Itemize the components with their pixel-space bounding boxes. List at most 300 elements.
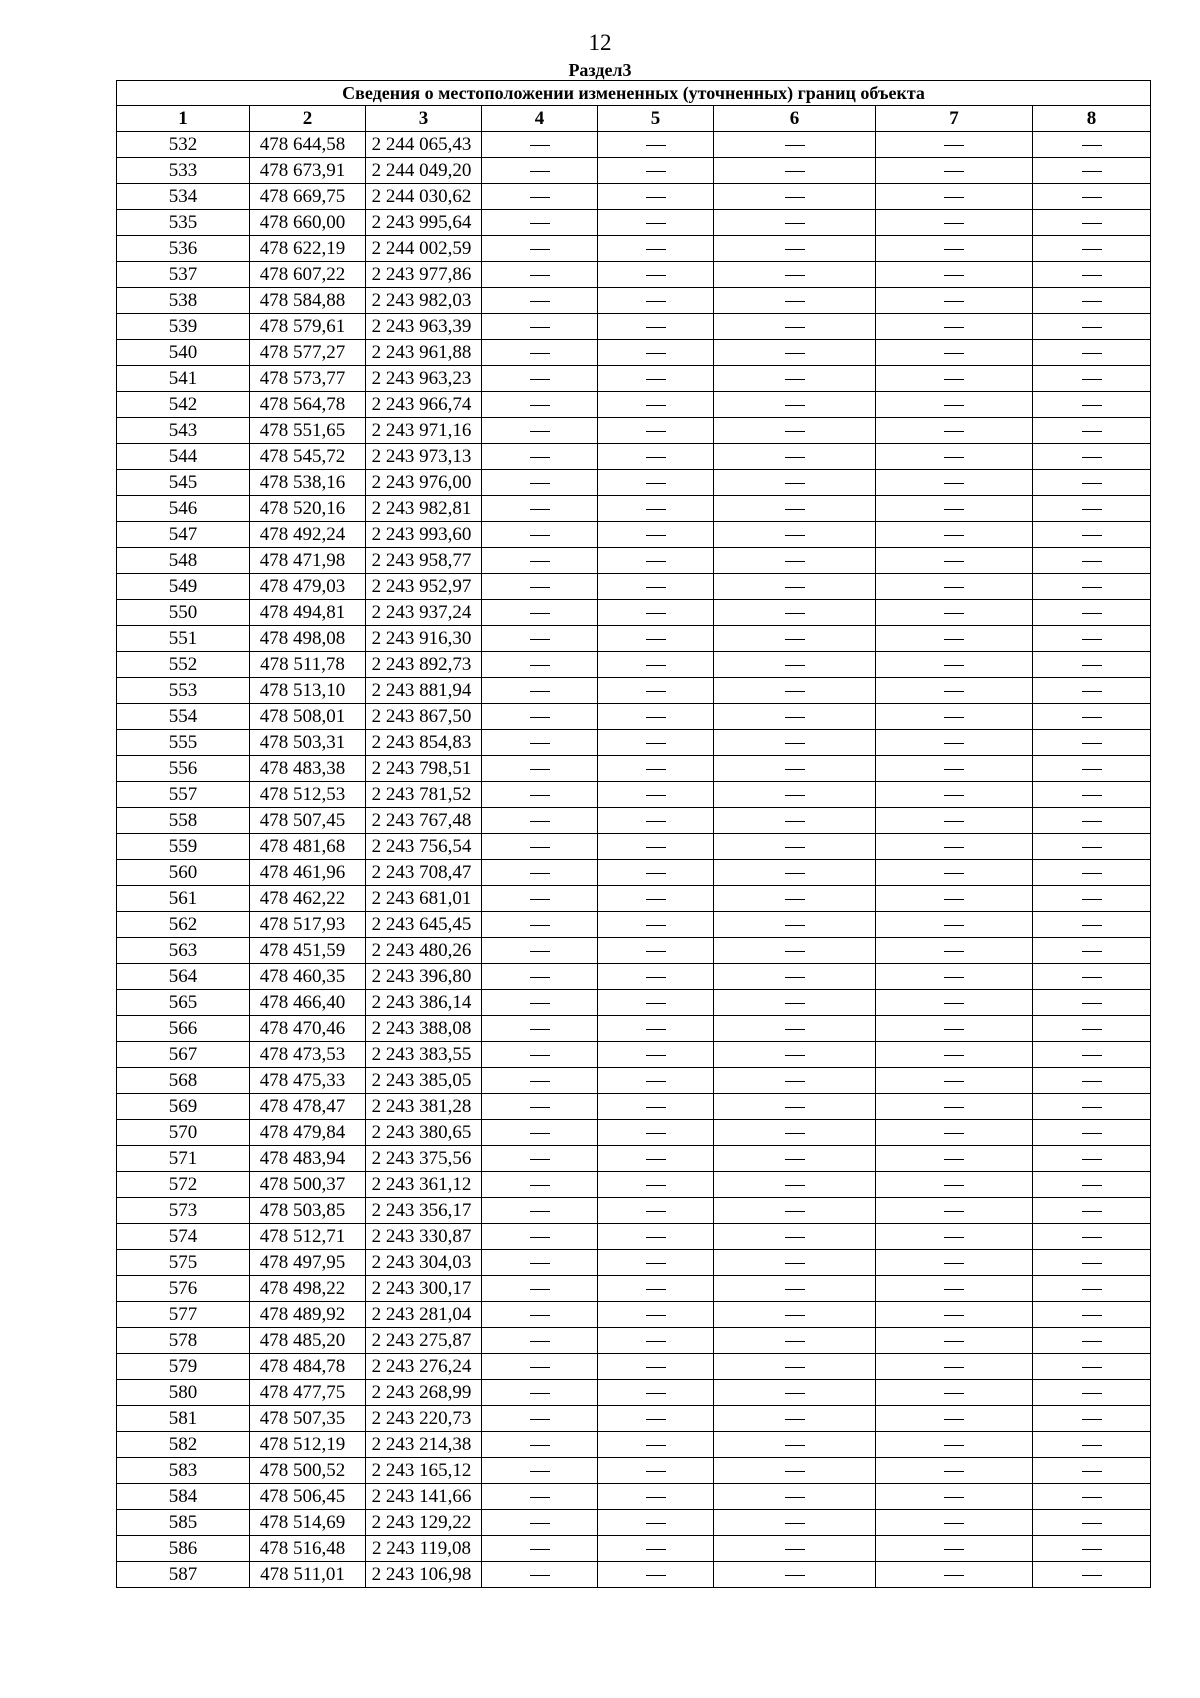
dash-mark	[1082, 665, 1102, 666]
empty-value-cell	[598, 574, 714, 600]
empty-value-cell	[876, 704, 1033, 730]
empty-value-cell	[876, 574, 1033, 600]
dash-mark	[646, 977, 666, 978]
dash-mark	[646, 457, 666, 458]
table-row	[117, 1198, 1151, 1224]
empty-value-cell	[1033, 1562, 1151, 1588]
x-coordinate-cell: 478 497,95	[250, 1250, 366, 1276]
empty-value-cell	[482, 1302, 598, 1328]
empty-value-cell	[714, 1432, 876, 1458]
empty-value-cell	[876, 184, 1033, 210]
dash-mark	[530, 379, 550, 380]
dash-mark	[1082, 873, 1102, 874]
empty-value-cell	[1033, 1536, 1151, 1562]
empty-value-cell	[1033, 600, 1151, 626]
empty-value-cell	[714, 522, 876, 548]
x-coordinate-cell: 478 485,20	[250, 1328, 366, 1354]
point-number-cell: 583	[117, 1458, 250, 1484]
dash-mark	[944, 1185, 964, 1186]
x-coordinate-cell: 478 516,48	[250, 1536, 366, 1562]
empty-value-cell	[598, 496, 714, 522]
point-number-cell: 547	[117, 522, 250, 548]
dash-mark	[530, 691, 550, 692]
dash-mark	[646, 951, 666, 952]
empty-value-cell	[1033, 1250, 1151, 1276]
point-number-cell: 538	[117, 288, 250, 314]
empty-value-cell	[714, 1250, 876, 1276]
x-coordinate-cell: 478 483,94	[250, 1146, 366, 1172]
dash-mark	[530, 925, 550, 926]
point-number-cell: 565	[117, 990, 250, 1016]
dash-mark	[530, 1497, 550, 1498]
empty-value-cell	[876, 886, 1033, 912]
empty-value-cell	[714, 1380, 876, 1406]
dash-mark	[1082, 613, 1102, 614]
empty-value-cell	[876, 1432, 1033, 1458]
empty-value-cell	[714, 548, 876, 574]
dash-mark	[1082, 1185, 1102, 1186]
empty-value-cell	[598, 288, 714, 314]
y-coordinate-cell: 2 243 982,81	[366, 496, 482, 522]
dash-mark	[944, 873, 964, 874]
table-row	[117, 132, 1151, 158]
empty-value-cell	[598, 886, 714, 912]
empty-value-cell	[598, 964, 714, 990]
x-coordinate-cell: 478 622,19	[250, 236, 366, 262]
empty-value-cell	[876, 626, 1033, 652]
dash-mark	[1082, 197, 1102, 198]
y-coordinate-cell: 2 243 119,08	[366, 1536, 482, 1562]
empty-value-cell	[482, 470, 598, 496]
x-coordinate-cell: 478 673,91	[250, 158, 366, 184]
y-coordinate-cell: 2 243 681,01	[366, 886, 482, 912]
empty-value-cell	[876, 678, 1033, 704]
dash-mark	[944, 639, 964, 640]
table-row	[117, 1484, 1151, 1510]
column-number: 3	[366, 106, 482, 132]
x-coordinate-cell: 478 577,27	[250, 340, 366, 366]
dash-mark	[944, 1081, 964, 1082]
dash-mark	[944, 1263, 964, 1264]
empty-value-cell	[1033, 1302, 1151, 1328]
dash-mark	[785, 1211, 805, 1212]
empty-value-cell	[714, 470, 876, 496]
x-coordinate-cell: 478 644,58	[250, 132, 366, 158]
dash-mark	[530, 535, 550, 536]
empty-value-cell	[1033, 1146, 1151, 1172]
table-row	[117, 1328, 1151, 1354]
empty-value-cell	[1033, 626, 1151, 652]
empty-value-cell	[598, 158, 714, 184]
dash-mark	[944, 951, 964, 952]
dash-mark	[1082, 535, 1102, 536]
empty-value-cell	[1033, 1354, 1151, 1380]
empty-value-cell	[598, 1510, 714, 1536]
dash-mark	[1082, 1003, 1102, 1004]
dash-mark	[1082, 743, 1102, 744]
dash-mark	[785, 1003, 805, 1004]
empty-value-cell	[876, 1094, 1033, 1120]
dash-mark	[646, 769, 666, 770]
empty-value-cell	[482, 1432, 598, 1458]
dash-mark	[1082, 405, 1102, 406]
empty-value-cell	[1033, 782, 1151, 808]
empty-value-cell	[876, 496, 1033, 522]
dash-mark	[785, 1159, 805, 1160]
dash-mark	[1082, 1367, 1102, 1368]
dash-mark	[944, 145, 964, 146]
empty-value-cell	[482, 262, 598, 288]
dash-mark	[944, 1159, 964, 1160]
y-coordinate-cell: 2 243 781,52	[366, 782, 482, 808]
empty-value-cell	[598, 444, 714, 470]
table-row	[117, 886, 1151, 912]
empty-value-cell	[482, 1094, 598, 1120]
y-coordinate-cell: 2 243 396,80	[366, 964, 482, 990]
dash-mark	[530, 1471, 550, 1472]
dash-mark	[530, 249, 550, 250]
empty-value-cell	[714, 1094, 876, 1120]
dash-mark	[646, 353, 666, 354]
dash-mark	[785, 1315, 805, 1316]
empty-value-cell	[1033, 210, 1151, 236]
dash-mark	[785, 431, 805, 432]
column-number: 7	[876, 106, 1033, 132]
dash-mark	[530, 1445, 550, 1446]
empty-value-cell	[482, 340, 598, 366]
y-coordinate-cell: 2 243 645,45	[366, 912, 482, 938]
table-row	[117, 340, 1151, 366]
dash-mark	[1082, 1575, 1102, 1576]
empty-value-cell	[1033, 886, 1151, 912]
empty-value-cell	[598, 860, 714, 886]
dash-mark	[944, 587, 964, 588]
empty-value-cell	[1033, 574, 1151, 600]
empty-value-cell	[1033, 1432, 1151, 1458]
dash-mark	[646, 587, 666, 588]
column-number: 5	[598, 106, 714, 132]
dash-mark	[944, 665, 964, 666]
empty-value-cell	[598, 626, 714, 652]
empty-value-cell	[876, 340, 1033, 366]
empty-value-cell	[1033, 1458, 1151, 1484]
x-coordinate-cell: 478 473,53	[250, 1042, 366, 1068]
table-row	[117, 470, 1151, 496]
dash-mark	[646, 275, 666, 276]
dash-mark	[1082, 1497, 1102, 1498]
dash-mark	[785, 275, 805, 276]
empty-value-cell	[714, 574, 876, 600]
dash-mark	[1082, 977, 1102, 978]
column-number-row	[117, 106, 1151, 132]
empty-value-cell	[714, 236, 876, 262]
empty-value-cell	[876, 418, 1033, 444]
dash-mark	[785, 925, 805, 926]
y-coordinate-cell: 2 243 380,65	[366, 1120, 482, 1146]
y-coordinate-cell: 2 243 982,03	[366, 288, 482, 314]
dash-mark	[944, 301, 964, 302]
empty-value-cell	[598, 1432, 714, 1458]
x-coordinate-cell: 478 545,72	[250, 444, 366, 470]
empty-value-cell	[714, 288, 876, 314]
x-coordinate-cell: 478 507,35	[250, 1406, 366, 1432]
dash-mark	[785, 977, 805, 978]
dash-mark	[646, 1575, 666, 1576]
dash-mark	[646, 379, 666, 380]
x-coordinate-cell: 478 512,19	[250, 1432, 366, 1458]
dash-mark	[530, 197, 550, 198]
y-coordinate-cell: 2 243 375,56	[366, 1146, 482, 1172]
dash-mark	[646, 613, 666, 614]
dash-mark	[944, 1237, 964, 1238]
empty-value-cell	[714, 730, 876, 756]
point-number-cell: 581	[117, 1406, 250, 1432]
y-coordinate-cell: 2 243 141,66	[366, 1484, 482, 1510]
empty-value-cell	[598, 470, 714, 496]
empty-value-cell	[598, 314, 714, 340]
empty-value-cell	[598, 522, 714, 548]
dash-mark	[530, 483, 550, 484]
dash-mark	[1082, 1523, 1102, 1524]
table-row	[117, 1562, 1151, 1588]
x-coordinate-cell: 478 669,75	[250, 184, 366, 210]
dash-mark	[646, 145, 666, 146]
empty-value-cell	[482, 522, 598, 548]
table-row	[117, 1276, 1151, 1302]
dash-mark	[530, 899, 550, 900]
dash-mark	[944, 925, 964, 926]
dash-mark	[1082, 223, 1102, 224]
point-number-cell: 573	[117, 1198, 250, 1224]
point-number-cell: 585	[117, 1510, 250, 1536]
empty-value-cell	[482, 938, 598, 964]
dash-mark	[944, 613, 964, 614]
dash-mark	[944, 821, 964, 822]
column-number: 6	[714, 106, 876, 132]
dash-mark	[530, 1159, 550, 1160]
x-coordinate-cell: 478 451,59	[250, 938, 366, 964]
table-row	[117, 262, 1151, 288]
point-number-cell: 537	[117, 262, 250, 288]
empty-value-cell	[482, 652, 598, 678]
dash-mark	[944, 795, 964, 796]
empty-value-cell	[876, 1406, 1033, 1432]
dash-mark	[1082, 431, 1102, 432]
point-number-cell: 568	[117, 1068, 250, 1094]
dash-mark	[1082, 327, 1102, 328]
empty-value-cell	[714, 496, 876, 522]
empty-value-cell	[482, 678, 598, 704]
table-row	[117, 1146, 1151, 1172]
empty-value-cell	[482, 704, 598, 730]
dash-mark	[785, 1185, 805, 1186]
empty-value-cell	[598, 1380, 714, 1406]
x-coordinate-cell: 478 511,01	[250, 1562, 366, 1588]
dash-mark	[530, 1055, 550, 1056]
point-number-cell: 570	[117, 1120, 250, 1146]
table-row	[117, 990, 1151, 1016]
dash-mark	[646, 1523, 666, 1524]
empty-value-cell	[598, 366, 714, 392]
empty-value-cell	[598, 132, 714, 158]
empty-value-cell	[714, 782, 876, 808]
table-caption-row	[117, 81, 1151, 106]
dash-mark	[785, 795, 805, 796]
empty-value-cell	[482, 158, 598, 184]
y-coordinate-cell: 2 243 708,47	[366, 860, 482, 886]
dash-mark	[1082, 457, 1102, 458]
dash-mark	[646, 483, 666, 484]
empty-value-cell	[482, 288, 598, 314]
empty-value-cell	[482, 496, 598, 522]
empty-value-cell	[714, 262, 876, 288]
x-coordinate-cell: 478 498,08	[250, 626, 366, 652]
x-coordinate-cell: 478 551,65	[250, 418, 366, 444]
table-row	[117, 210, 1151, 236]
empty-value-cell	[714, 834, 876, 860]
empty-value-cell	[598, 1562, 714, 1588]
empty-value-cell	[876, 652, 1033, 678]
dash-mark	[944, 743, 964, 744]
empty-value-cell	[1033, 1276, 1151, 1302]
empty-value-cell	[876, 288, 1033, 314]
dash-mark	[530, 873, 550, 874]
empty-value-cell	[482, 600, 598, 626]
dash-mark	[530, 1549, 550, 1550]
dash-mark	[785, 1341, 805, 1342]
x-coordinate-cell: 478 460,35	[250, 964, 366, 990]
point-number-cell: 586	[117, 1536, 250, 1562]
empty-value-cell	[482, 574, 598, 600]
y-coordinate-cell: 2 243 916,30	[366, 626, 482, 652]
point-number-cell: 543	[117, 418, 250, 444]
y-coordinate-cell: 2 243 361,12	[366, 1172, 482, 1198]
empty-value-cell	[482, 1172, 598, 1198]
dash-mark	[530, 1315, 550, 1316]
dash-mark	[1082, 847, 1102, 848]
y-coordinate-cell: 2 243 106,98	[366, 1562, 482, 1588]
empty-value-cell	[482, 1328, 598, 1354]
dash-mark	[530, 951, 550, 952]
dash-mark	[530, 1289, 550, 1290]
y-coordinate-cell: 2 243 388,08	[366, 1016, 482, 1042]
empty-value-cell	[1033, 158, 1151, 184]
dash-mark	[785, 197, 805, 198]
point-number-cell: 580	[117, 1380, 250, 1406]
dash-mark	[785, 561, 805, 562]
y-coordinate-cell: 2 244 049,20	[366, 158, 482, 184]
empty-value-cell	[714, 1354, 876, 1380]
dash-mark	[785, 1289, 805, 1290]
table-row	[117, 1536, 1151, 1562]
empty-value-cell	[598, 990, 714, 1016]
empty-value-cell	[1033, 132, 1151, 158]
section-title: Раздел3	[568, 60, 632, 80]
x-coordinate-cell: 478 484,78	[250, 1354, 366, 1380]
dash-mark	[1082, 509, 1102, 510]
empty-value-cell	[482, 184, 598, 210]
table-row	[117, 1510, 1151, 1536]
dash-mark	[1082, 561, 1102, 562]
dash-mark	[785, 223, 805, 224]
empty-value-cell	[714, 1042, 876, 1068]
empty-value-cell	[876, 236, 1033, 262]
dash-mark	[1082, 1081, 1102, 1082]
y-coordinate-cell: 2 243 276,24	[366, 1354, 482, 1380]
empty-value-cell	[1033, 288, 1151, 314]
empty-value-cell	[1033, 1198, 1151, 1224]
dash-mark	[944, 509, 964, 510]
dash-mark	[530, 1263, 550, 1264]
dash-mark	[944, 1133, 964, 1134]
y-coordinate-cell: 2 243 386,14	[366, 990, 482, 1016]
table-row	[117, 314, 1151, 340]
dash-mark	[944, 1289, 964, 1290]
dash-mark	[1082, 821, 1102, 822]
dash-mark	[1082, 1393, 1102, 1394]
dash-mark	[944, 1367, 964, 1368]
dash-mark	[1082, 171, 1102, 172]
empty-value-cell	[876, 1562, 1033, 1588]
empty-value-cell	[598, 1328, 714, 1354]
dash-mark	[944, 457, 964, 458]
dash-mark	[646, 301, 666, 302]
y-coordinate-cell: 2 243 995,64	[366, 210, 482, 236]
y-coordinate-cell: 2 243 220,73	[366, 1406, 482, 1432]
y-coordinate-cell: 2 243 854,83	[366, 730, 482, 756]
empty-value-cell	[1033, 964, 1151, 990]
table-row	[117, 1432, 1151, 1458]
empty-value-cell	[714, 626, 876, 652]
x-coordinate-cell: 478 517,93	[250, 912, 366, 938]
empty-value-cell	[876, 1510, 1033, 1536]
table-row	[117, 184, 1151, 210]
table-row	[117, 756, 1151, 782]
dash-mark	[785, 1471, 805, 1472]
empty-value-cell	[1033, 1224, 1151, 1250]
dash-mark	[785, 145, 805, 146]
dash-mark	[944, 1029, 964, 1030]
x-coordinate-cell: 478 512,53	[250, 782, 366, 808]
empty-value-cell	[482, 964, 598, 990]
dash-mark	[785, 951, 805, 952]
dash-mark	[530, 587, 550, 588]
empty-value-cell	[714, 1510, 876, 1536]
point-number-cell: 551	[117, 626, 250, 652]
dash-mark	[646, 1029, 666, 1030]
empty-value-cell	[598, 1094, 714, 1120]
dash-mark	[646, 535, 666, 536]
dash-mark	[530, 431, 550, 432]
y-coordinate-cell: 2 243 977,86	[366, 262, 482, 288]
dash-mark	[944, 1445, 964, 1446]
empty-value-cell	[482, 730, 598, 756]
point-number-cell: 564	[117, 964, 250, 990]
empty-value-cell	[482, 1016, 598, 1042]
x-coordinate-cell: 478 513,10	[250, 678, 366, 704]
y-coordinate-cell: 2 243 798,51	[366, 756, 482, 782]
dash-mark	[530, 1211, 550, 1212]
empty-value-cell	[1033, 704, 1151, 730]
empty-value-cell	[482, 210, 598, 236]
empty-value-cell	[1033, 470, 1151, 496]
point-number-cell: 559	[117, 834, 250, 860]
dash-mark	[785, 509, 805, 510]
table-row	[117, 938, 1151, 964]
dash-mark	[944, 431, 964, 432]
table-row	[117, 1042, 1151, 1068]
empty-value-cell	[1033, 730, 1151, 756]
